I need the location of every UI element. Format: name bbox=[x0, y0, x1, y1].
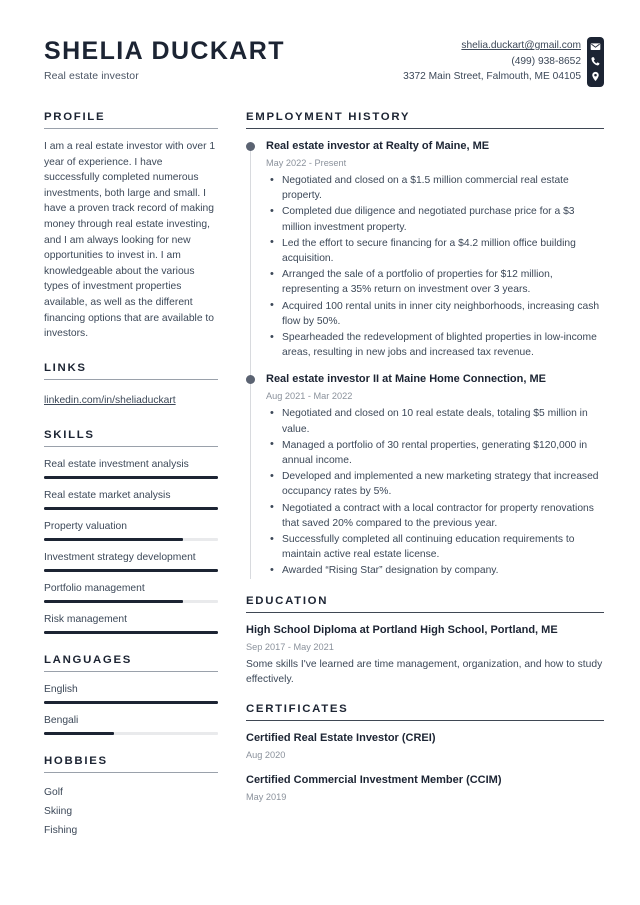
skill-meter bbox=[44, 538, 218, 541]
section-divider bbox=[44, 379, 218, 380]
skill-label: Investment strategy development bbox=[44, 551, 196, 563]
contact-phone: (499) 938-8652 bbox=[511, 55, 581, 67]
skill-row bbox=[44, 550, 218, 572]
skill-row bbox=[44, 457, 218, 479]
candidate-job-title: Real estate investor bbox=[44, 69, 139, 82]
hobby-item: Skiing bbox=[44, 805, 73, 817]
section-divider bbox=[246, 612, 604, 613]
resume-header bbox=[44, 34, 604, 97]
section-skills bbox=[44, 429, 218, 634]
hobby-item: Fishing bbox=[44, 824, 78, 836]
section-divider bbox=[44, 446, 218, 447]
skill-label: Real estate market analysis bbox=[44, 489, 171, 501]
section-education bbox=[246, 595, 604, 688]
contact-address: 3372 Main Street, Falmouth, ME 04105 bbox=[403, 71, 581, 82]
job-bullets bbox=[266, 406, 604, 578]
section-divider bbox=[246, 128, 604, 129]
skill-row bbox=[44, 612, 218, 634]
skill-label: Property valuation bbox=[44, 520, 127, 532]
section-title-links: LINKS bbox=[44, 361, 87, 374]
profile-text: I am a real estate investor with over 1 year of experience. I have successfully completed numerous investments, both large and small. I have a proven track record of making money through real estate investing, and I am always looking for new opportunities to invest in. I am knowledgeable about the various types of investment properties available, as well as the different financing options that are available to investors. bbox=[44, 141, 216, 340]
employment-entry bbox=[246, 372, 604, 578]
certificate-entry bbox=[246, 773, 604, 804]
contact-email[interactable]: shelia.duckart@gmail.com bbox=[461, 40, 581, 51]
skill-meter bbox=[44, 631, 218, 634]
job-bullet: • Developed and implemented a new marketing strategy that increased occupancy rates by 5%. bbox=[266, 469, 604, 499]
section-divider bbox=[44, 128, 218, 129]
section-divider bbox=[246, 720, 604, 721]
certificate-title: Certified Commercial Investment Member (CCIM) bbox=[246, 774, 502, 787]
job-title: Real estate investor II at Maine Home Connection, ME bbox=[266, 373, 546, 386]
certificate-date: Aug 2020 bbox=[246, 750, 286, 761]
job-bullet: • Successfully completed all continuing education requirements to maintain active real estate license. bbox=[266, 532, 604, 562]
section-title-languages: LANGUAGES bbox=[44, 653, 133, 666]
section-languages bbox=[44, 654, 218, 735]
skill-meter bbox=[44, 476, 218, 479]
job-bullet: • Spearheaded the redevelopment of blighted properties in low-income areas, resulting in new jobs and increased tax revenue. bbox=[266, 330, 604, 360]
timeline-dot-icon bbox=[246, 142, 255, 151]
section-title-certificates: CERTIFICATES bbox=[246, 703, 349, 716]
language-meter bbox=[44, 732, 218, 735]
employment-entry bbox=[246, 139, 604, 360]
job-date: Aug 2021 - Mar 2022 bbox=[266, 391, 353, 402]
section-certificates bbox=[246, 703, 604, 804]
job-bullet: • Arranged the sale of a portfolio of properties for $12 million, representing a 35% return on investment over 3 years. bbox=[266, 267, 604, 297]
sidebar-column bbox=[44, 111, 234, 860]
job-bullet: • Led the effort to secure financing for a $4.2 million office building acquisition. bbox=[266, 236, 604, 266]
section-links bbox=[44, 362, 218, 409]
skill-row bbox=[44, 488, 218, 510]
skill-meter-fill bbox=[44, 507, 218, 510]
link-item[interactable]: linkedin.com/in/sheliaduckart bbox=[44, 394, 176, 406]
timeline-dot-icon bbox=[246, 375, 255, 384]
job-bullet: • Negotiated and closed on a $1.5 million commercial real estate property. bbox=[266, 173, 604, 203]
language-row bbox=[44, 713, 218, 735]
education-entry bbox=[246, 623, 604, 688]
contact-block bbox=[403, 34, 604, 87]
job-date: May 2022 - Present bbox=[266, 158, 347, 168]
skill-meter-fill bbox=[44, 476, 218, 479]
skill-meter bbox=[44, 569, 218, 572]
location-pin-icon bbox=[590, 71, 601, 82]
language-meter bbox=[44, 701, 218, 704]
section-title-hobbies: HOBBIES bbox=[44, 754, 108, 767]
section-profile bbox=[44, 111, 218, 342]
skill-meter bbox=[44, 600, 218, 603]
language-row bbox=[44, 682, 218, 704]
section-title-education: EDUCATION bbox=[246, 594, 329, 607]
language-meter-fill bbox=[44, 732, 114, 735]
skill-label: Real estate investment analysis bbox=[44, 458, 189, 470]
header-identity bbox=[44, 34, 285, 82]
section-employment bbox=[246, 111, 604, 579]
education-description: Some skills I've learned are time management, organization, and how to study effectively. bbox=[246, 658, 603, 686]
language-label: Bengali bbox=[44, 714, 79, 726]
job-bullet: • Negotiated a contract with a local contractor for property renovations that saved 20% compared to the previous year. bbox=[266, 501, 604, 531]
skill-row bbox=[44, 581, 218, 603]
education-date: Sep 2017 - May 2021 bbox=[246, 641, 334, 652]
contact-details bbox=[403, 37, 581, 85]
section-divider bbox=[44, 671, 218, 672]
skill-meter-fill bbox=[44, 631, 218, 634]
employment-timeline bbox=[246, 139, 604, 579]
hobby-item: Golf bbox=[44, 786, 63, 798]
section-divider bbox=[44, 772, 218, 773]
language-label: English bbox=[44, 683, 78, 695]
certificate-title: Certified Real Estate Investor (CREI) bbox=[246, 732, 436, 745]
job-bullet: • Negotiated and closed on 10 real estate deals, totaling $5 million in value. bbox=[266, 406, 604, 436]
job-bullet: • Acquired 100 rental units in inner city neighborhoods, increasing cash flow by 50%. bbox=[266, 299, 604, 329]
certificate-entry bbox=[246, 731, 604, 762]
job-bullet: • Completed due diligence and negotiated purchase price for a $3 million investment property. bbox=[266, 204, 604, 234]
section-title-employment: EMPLOYMENT HISTORY bbox=[246, 111, 411, 123]
resume-body bbox=[44, 111, 604, 860]
skill-label: Risk management bbox=[44, 613, 127, 625]
skill-meter-fill bbox=[44, 600, 183, 603]
job-bullets bbox=[266, 173, 604, 360]
certificate-date: May 2019 bbox=[246, 792, 287, 803]
section-title-profile: PROFILE bbox=[44, 111, 106, 123]
envelope-icon bbox=[590, 41, 601, 52]
job-bullet: • Awarded “Rising Star” designation by company. bbox=[266, 563, 604, 578]
phone-icon bbox=[590, 56, 601, 67]
skill-meter bbox=[44, 507, 218, 510]
main-column bbox=[234, 111, 604, 860]
skill-meter-fill bbox=[44, 538, 183, 541]
job-bullet: • Managed a portfolio of 30 rental properties, generating $120,000 in annual income. bbox=[266, 438, 604, 468]
skill-meter-fill bbox=[44, 569, 218, 572]
job-title: Real estate investor at Realty of Maine, ME bbox=[266, 140, 490, 152]
candidate-name: SHELIA DUCKART bbox=[44, 37, 285, 65]
language-meter-fill bbox=[44, 701, 218, 704]
skill-label: Portfolio management bbox=[44, 582, 145, 594]
section-hobbies bbox=[44, 755, 218, 840]
skill-row bbox=[44, 519, 218, 541]
section-title-skills: SKILLS bbox=[44, 428, 95, 441]
education-title: High School Diploma at Portland High School, Portland, ME bbox=[246, 623, 558, 636]
contact-icon-stack bbox=[587, 37, 604, 87]
